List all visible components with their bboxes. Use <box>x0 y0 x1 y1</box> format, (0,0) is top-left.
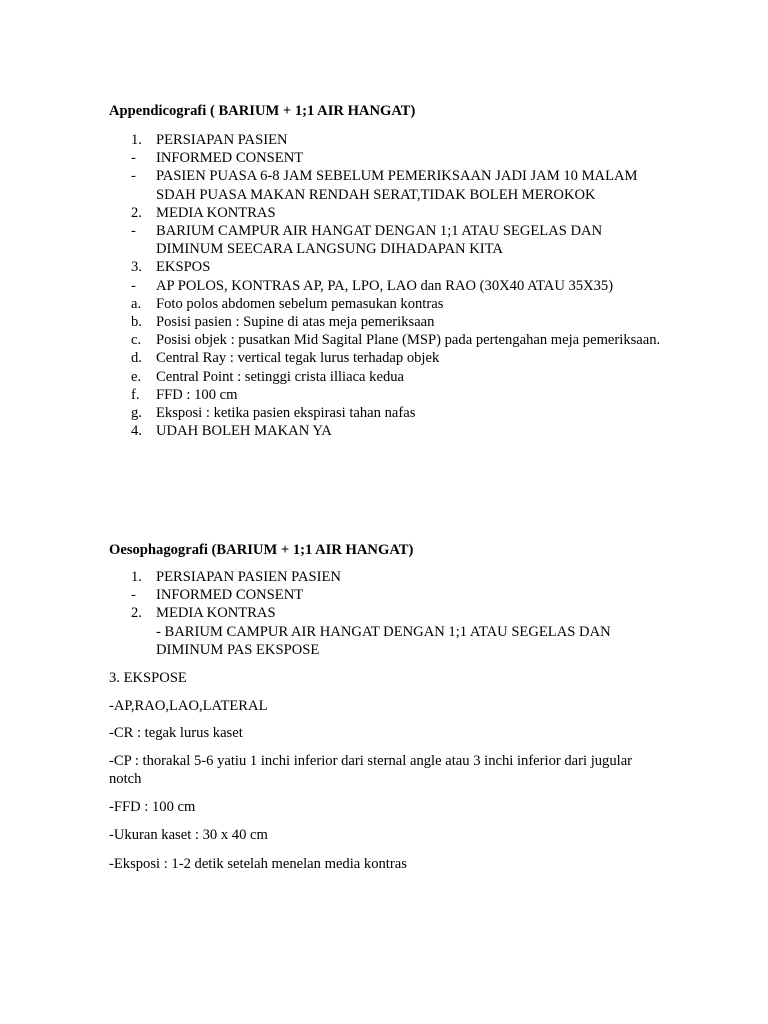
list-item-text: PERSIAPAN PASIEN <box>156 132 288 148</box>
list-item <box>109 368 669 386</box>
list-item <box>109 277 669 295</box>
list-marker: e. <box>131 368 142 385</box>
paragraph: -AP,RAO,LAO,LATERAL <box>109 698 268 714</box>
list-item-text: PERSIAPAN PASIEN PASIEN <box>156 569 341 585</box>
list-marker: f. <box>131 386 140 403</box>
paragraph: -Eksposi : 1-2 detik setelah menelan media kontras <box>109 856 407 872</box>
list-item-text: MEDIA KONTRAS <box>156 605 276 622</box>
section1-title: Appendicografi ( BARIUM + 1;1 AIR HANGAT) <box>109 103 416 119</box>
list-item <box>109 295 669 313</box>
section2-list <box>109 568 669 659</box>
list-item-text: PASIEN PUASA 6-8 JAM SEBELUM PEMERIKSAAN JADI JAM 10 MALAM SDAH PUASA MAKAN RENDAH SERAT,TIDAK BOLEH MEROKOK <box>156 168 638 203</box>
section1-list <box>109 131 669 440</box>
list-item <box>109 222 669 258</box>
list-item <box>109 331 669 349</box>
list-item-text: Central Ray : vertical tegak lurus terhadap objek <box>156 350 440 367</box>
list-item-text: Central Point : setinggi crista illiaca kedua <box>156 368 405 385</box>
list-marker: 3. <box>131 259 142 276</box>
list-marker: - <box>131 223 136 240</box>
list-marker: 1. <box>131 132 142 148</box>
list-marker: 1. <box>131 569 142 585</box>
paragraph: -FFD : 100 cm <box>109 799 196 815</box>
list-item <box>109 586 669 604</box>
list-marker: - <box>131 587 136 604</box>
list-item <box>109 167 669 203</box>
list-item <box>109 422 669 440</box>
list-marker: b. <box>131 314 142 331</box>
list-marker: g. <box>131 405 142 422</box>
list-item-text: INFORMED CONSENT <box>156 150 304 167</box>
list-marker: c. <box>131 332 142 349</box>
list-item-text: AP POLOS, KONTRAS AP, PA, LPO, LAO dan RAO (30X40 ATAU 35X35) <box>156 277 614 294</box>
list-item <box>109 131 669 149</box>
list-item <box>109 258 669 276</box>
list-item-text: FFD : 100 cm <box>156 386 238 403</box>
paragraph: 3. EKSPOSE <box>109 670 187 686</box>
list-item-text: BARIUM CAMPUR AIR HANGAT DENGAN 1;1 ATAU SEGELAS DAN DIMINUM SEECARA LANGSUNG DIHADAPAN KITA <box>156 223 603 258</box>
list-item <box>109 386 669 404</box>
list-item-text: INFORMED CONSENT <box>156 587 304 604</box>
list-item <box>109 568 669 586</box>
list-item <box>109 623 669 659</box>
list-item <box>109 404 669 422</box>
list-item <box>109 349 669 367</box>
list-marker: 2. <box>131 204 142 221</box>
list-item <box>109 204 669 222</box>
list-marker: a. <box>131 295 142 312</box>
list-marker: - <box>131 277 136 294</box>
paragraph: -Ukuran kaset : 30 x 40 cm <box>109 827 268 843</box>
list-marker: 2. <box>131 605 142 622</box>
list-marker: 4. <box>131 423 142 440</box>
list-item-text: EKSPOS <box>156 259 211 276</box>
paragraph: -CP : thorakal 5-6 yatiu 1 inchi inferior dari sternal angle atau 3 inchi inferior dari jugular notch <box>109 753 633 788</box>
list-marker: d. <box>131 350 142 367</box>
list-item <box>109 313 669 331</box>
list-marker: - <box>131 150 136 167</box>
paragraph: -CR : tegak lurus kaset <box>109 725 243 741</box>
list-item-text: UDAH BOLEH MAKAN YA <box>156 423 332 440</box>
list-item-text: - BARIUM CAMPUR AIR HANGAT DENGAN 1;1 ATAU SEGELAS DAN DIMINUM PAS EKSPOSE <box>156 623 611 658</box>
list-item-text: Posisi objek : pusatkan Mid Sagital Plane (MSP) pada pertengahan meja pemeriksaan. <box>156 332 661 349</box>
list-item-text: Foto polos abdomen sebelum pemasukan kontras <box>156 295 444 312</box>
list-item-text: MEDIA KONTRAS <box>156 204 276 221</box>
list-marker: - <box>131 168 136 185</box>
list-item-text: Eksposi : ketika pasien ekspirasi tahan nafas <box>156 405 416 422</box>
list-item-text: Posisi pasien : Supine di atas meja pemeriksaan <box>156 314 435 331</box>
section2-title: Oesophagografi (BARIUM + 1;1 AIR HANGAT) <box>109 542 414 558</box>
list-item <box>109 149 669 167</box>
list-item <box>109 604 669 622</box>
